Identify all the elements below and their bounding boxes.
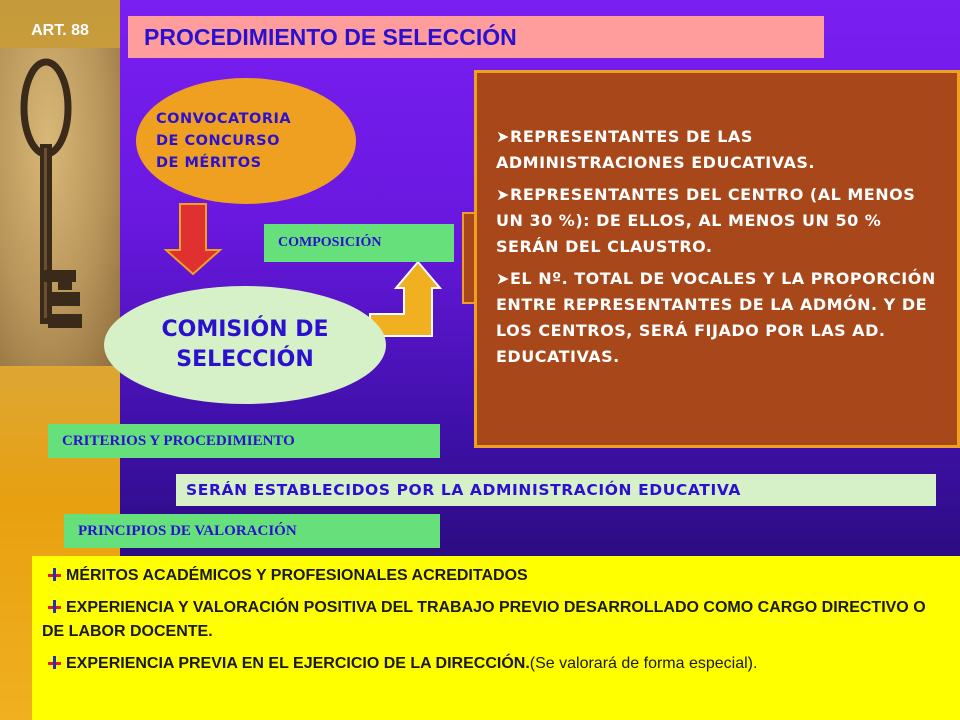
criterios-label: CRITERIOS Y PROCEDIMIENTO [48,424,440,458]
comision-ellipse [104,286,386,404]
composicion-label: COMPOSICIÓN [264,224,454,262]
list-item [496,182,944,260]
article-tag: ART. 88 [31,22,89,39]
principio-text: EXPERIENCIA Y VALORACIÓN POSITIVA DEL TRABAJO PREVIO DESARROLLADO COMO CARGO DIRECTIVO O DE LABOR DOCENTE. [42,599,926,640]
principios-box [32,556,960,720]
arrowhead-bullet-icon: ➤ [496,269,510,288]
composicion-list [496,124,944,376]
arrowhead-bullet-icon: ➤ [496,127,510,146]
convocatoria-line: DE MÉRITOS [156,155,262,171]
principio-text: EXPERIENCIA PREVIA EN EL EJERCICIO DE LA DIRECCIÓN. [66,655,530,672]
flag-bullet-icon [48,569,62,581]
list-item-text: REPRESENTANTES DE LAS ADMINISTRACIONES EDUCATIVAS. [496,127,815,172]
bent-up-arrow-icon [370,262,440,336]
convocatoria-line: DE CONCURSO [156,133,280,149]
flag-bullet-icon [48,657,62,669]
principio-item [42,564,950,588]
page-title: PROCEDIMIENTO DE SELECCIÓN [128,16,824,58]
list-item [496,266,944,370]
convocatoria-line: CONVOCATORIA [156,111,292,127]
comision-line: SELECCIÓN [176,347,314,372]
principio-text: MÉRITOS ACADÉMICOS Y PROFESIONALES ACREDITADOS [66,567,528,584]
down-arrow-icon [166,204,220,274]
list-item [496,124,944,176]
principio-note: (Se valorará de forma especial). [529,655,758,672]
principios-label: PRINCIPIOS DE VALORACIÓN [64,514,440,548]
arrowhead-bullet-icon: ➤ [496,185,510,204]
flag-bullet-icon [48,601,62,613]
seran-box: SERÁN ESTABLECIDOS POR LA ADMINISTRACIÓN EDUCATIVA [176,474,936,506]
principio-item [42,652,950,676]
list-item-text: EL Nº. TOTAL DE VOCALES Y LA PROPORCIÓN ENTRE REPRESENTANTES DE LA ADMÓN. Y DE LOS CENTROS, SERÁ FIJADO POR LAS AD. EDUCATIVAS. [496,269,936,366]
list-item-text: REPRESENTANTES DEL CENTRO (AL MENOS UN 30 %): DE ELLOS, AL MENOS UN 50 % SERÁN DEL CLAUSTRO. [496,185,916,256]
comision-line: COMISIÓN DE [161,317,329,342]
principio-item [42,596,950,644]
